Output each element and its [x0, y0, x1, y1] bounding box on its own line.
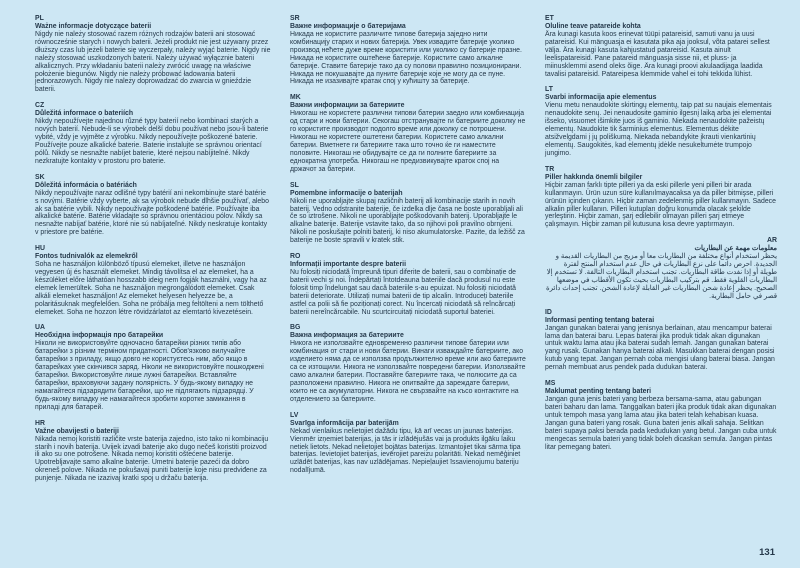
section-body: Ära kunagi kasuta koos erinevat tüüpi patareisid, samuti vanu ja uusi patareisid. Kui mänguasja ei kasutata pika aja jooksul, võta patarei sellest välja. Ära kunagi kasuta kahjustatud patareisid. Kasuta ainult leelispatareisid. Pane patareid mänguasja sisse nii, et pluss- ja miinusklemmi asend oleks õige. Ära kunagi proovi akulaadijaga laadida tavalisi patareisid. Patareipesa klemmide vahel ei tohi tekkida lühist.	[545, 31, 770, 78]
section-cz	[35, 102, 271, 165]
section-bg	[290, 324, 526, 403]
language-code: HR	[35, 419, 45, 427]
language-code: UA	[35, 324, 45, 332]
section-body: Nu folosiți niciodată împreună tipuri diferite de baterii, sau o combinație de baterii vechi și noi. Îndepărtați întotdeauna bateriile dacă produsul nu este folosit timp îndelungat sau dacă bateriile s-au epuizat. Nu folosiți niciodată baterii deteriorate. Utilizați numai baterii de tip alcalin. Introduceți bateriile astfel ca polii să fie poziționați corect. Nu încercați niciodată să reîncărcați baterii nereîncărcabile. Nu scurtcircuitați niciodată suportul bateriei.	[290, 269, 516, 316]
language-code: MK	[290, 94, 301, 102]
section-body: Nikada nemoj koristiti različite vrste baterija zajedno, isto tako ni kombinaciju starih i novih baterija. Uvijek izvadi baterije ako dugo nečeš koristiti proizvod ili ako su one potrošene. Nikada nemoj koristiti oštećene baterije. Upotrebljavajte samo alkalne baterije. Umetni baterije pazeći da dobro okreneš polove. Nikada ne pokušavaj puniti baterije koje nisu predviđene za punjenje. Nikada ne izazivaj kratki spoj u držaču baterija.	[35, 435, 269, 483]
section-title: Informasi penting tentang baterai	[545, 316, 655, 324]
section-title: Važne obavijesti o bateriji	[35, 427, 119, 435]
section-tr	[545, 166, 777, 229]
section-ms	[545, 380, 777, 451]
section-title: Dôležitá informácia o batériách	[35, 181, 137, 189]
section-title: Informații importante despre baterii	[290, 261, 407, 269]
language-code: PL	[35, 15, 44, 22]
section-body: Ніколи не використовуйте одночасно батарейки різних типів або батарейки з різним терміном придатності. Обов'язково вилучайте батарейки з приладу, якщо довго не користуєтесь ним, або якщо в батарейках уже скінчився заряд. Ніколи не використовуйте пошкоджені батарейки. Використовуйте лише лужні батарейки. Вставляйте батарейки, враховуючи задану полярність. У будь-якому випадку не намагайтеся підзарядити батарейки, що не підлягають підзарядці. У будь-якому випадку не намагайтеся зробити коротке замикання в приладі для батарей.	[35, 340, 264, 411]
language-code: HU	[35, 245, 45, 253]
section-hr	[35, 420, 271, 483]
language-code: RO	[290, 253, 301, 261]
column-middle	[290, 15, 526, 483]
section-title: Svarīga informācija par baterijām	[290, 419, 399, 427]
language-code: BG	[290, 324, 301, 332]
section-title: Pomembne informacije o baterijah	[290, 189, 403, 197]
section-body: Nikdy nepoužívejte najednou různé typy baterií nebo kombinaci starých a nových baterií. Nebude-li se výrobek delší dobu používat nebo jsou-li baterie vybité, vždy je vyjměte z výrobku. Nikdy nepoužívejte poškozené baterie. Používejte pouze alkalické baterie. Baterie instalujte se správnou orientací pólů. Nikdy se nesnažte nabíjet baterie, které nejsou nabíjitelné. Nikdy nezkratujte kontakty v prostoru pro baterie.	[35, 118, 269, 165]
section-ar	[545, 237, 777, 300]
language-code: AR	[767, 237, 777, 245]
section-title: Fontos tudnivalók az elemekről	[35, 253, 138, 261]
language-code: SK	[35, 173, 45, 181]
section-body: Nigdy nie należy stosować razem różnych rodzajów baterii ani stosować równocześnie starych i nowych baterii. Jeżeli produkt nie jest używany przez dłuższy czas lub jeżeli baterie się wyczerpały, należy wyjąć baterie. Nigdy nie należy stosować uszkodzonych baterii. Należy używać wyłącznie baterii alkalicznych. Przy wkładaniu baterii należy zwrócić uwagę na właściwe położenie biegunów. Nigdy nie należy próbować ładowania baterii jednorazowych. Nigdy nie należy doprowadzać do zwarcia w gnieździe baterii.	[35, 31, 271, 94]
language-code: LT	[545, 86, 553, 94]
section-id	[545, 309, 777, 372]
section-sl	[290, 182, 526, 245]
language-code: MS	[545, 380, 556, 388]
section-lv	[290, 412, 526, 475]
section-body: Nikdy nepoužívajte naraz odlišné typy batérií ani nekombinujte staré batérie s novými. Batérie vždy vyberte, ak sa výrobok nebude dlhšie používať, alebo ak sa batérie vybili. Nikdy nepoužívajte poškodené batérie. Používajte iba alkalické batérie. Batérie vkladajte so správnou orientáciou pólov. Nikdy sa nesnažte nabíjať batérie, ktoré nie sú nabíjateľné. Nikdy neskratuje kontakty v priestore pre batérie.	[35, 189, 269, 237]
language-code: TR	[545, 165, 555, 173]
section-body: Hiçbir zaman farklı tipte pilleri ya da eski pillerle yeni pilleri bir arada kullanmayın. Ürün uzun süre kullanılmayacaksa ya da piller bitmişse, pilleri ürünün içinden çıkarın. Hiçbir zaman zedelenmiş piller kullanmayın. Sadece alkalin piller kullanın. Pilleri kutupları doğru konumda olacak şekilde yerleştirin. Hiçbir zaman, şarj edilebilir olmayan pilleri şarj etmeye çalışmayın. Hiçbir zaman pil kutusuna kısa devre yaptırmayın.	[545, 181, 776, 229]
language-code: CZ	[35, 102, 45, 110]
column-left	[35, 15, 271, 491]
section-lt	[545, 86, 777, 157]
section-hu	[35, 245, 271, 316]
section-sk	[35, 174, 271, 237]
section-title: Важне информације о батеријама	[290, 23, 406, 30]
section-title: Oluline teave patareide kohta	[545, 23, 641, 30]
section-body: Jangan gunakan baterai yang jenisnya berlainan, atau mencampur baterai lama dan baterai baru. Lepas baterai jika produk tidak akan digunakan untuk waktu lama atau jika baterai sudah lemah. Jangan gunakan baterai yang rusak. Gunakan hanya baterai alkali. Masukkan baterai dengan posisi kutub yang tepat. Jangan pernah coba mengisi ulang baterai biasa. Jangan pernah membuat arus pendek pada dudukan baterai.	[545, 324, 775, 372]
section-title: Důležitá informace o bateriích	[35, 110, 134, 118]
section-body: Nikoli ne uporabljajte skupaj različnih baterij ali kombinacije starih in novih baterij. Vedno odstranite baterije, če izdelka dlje časa ne boste uporabljali ali če so iztrošene. Nikoli ne uporabljajte poškodovanih baterij. Uporabljajte le alkalne baterije. Baterije vstavite tako, da so njihovi poli pravilno obrnjeni. Nikoli ne poskušajte polniti baterij, ki niso akumulatorske. Pazite, da ležišč za baterije ne boste spravili v kratek stik.	[290, 197, 525, 245]
language-code: ET	[545, 15, 554, 22]
section-title: معلومات مهمة عن البطاريات	[694, 245, 777, 253]
language-code: ID	[545, 308, 552, 316]
section-pl	[35, 15, 271, 94]
language-code: SR	[290, 15, 300, 22]
section-title: Piller hakkında önemli bilgiler	[545, 173, 643, 181]
section-ro	[290, 253, 526, 316]
section-title: Ważne informacje dotyczące baterii	[35, 23, 152, 30]
column-right	[545, 15, 777, 459]
section-body: Никога не използвайте едновременно различни типове батерии или комбинация от стари и нови батерии. Винаги изваждайте батериите, ако изделието няма да се използва продължително време или ако батериите са се изтощили. Никога не използвайте повредени батерии. Използвайте само алкални батерии. Поставяйте батериите така, че полюсите да са разположени правилно. Никога не опитвайте да зареждате батерии, които не са акумулаторни. Никога не свързвайте на късо контактите на отделението за батериите.	[290, 340, 526, 403]
section-ua	[35, 324, 271, 411]
section-title: Необхідна інформація про батарейки	[35, 332, 164, 340]
section-title: Svarbi informacija apie elementus	[545, 94, 657, 102]
section-body: يحظر استخدام أنواع مختلفة من البطاريات معا أو مزيج من البطاريات القديمة و الجديدة. احرص دائما على نزع البطاريات في حال عدم استخدام المنتج لفترة طويلة أو إذا نفدت طاقة البطاريات. تجنب استخدام البطاريات التالفة. لا تستخدم إلا البطاريات القلوية فقط. قم بتركيب البطاريات بحيث تكون الأقطاب في موضعها الصحيح. يحظر إعادة شحن البطاريات غير القابلة لإعادة الشحن. تجنب إحداث دائرة قصر في حامل البطارية.	[546, 253, 777, 300]
page-number: 131	[759, 547, 775, 558]
section-et	[545, 15, 777, 78]
section-body: Soha ne használjon különböző típusú elemeket, illetve ne használjon vegyesen új és használt elemeket. Mindig távolítsa el az elemeket, ha a készüléket előre láthatóan hosszabb ideig nem fogják használni, vagy ha az elemek lemerültek. Soha ne használjon megrongálódott elemeket. Csak alkáli elemeket használjon! Az elemeket helyesen helyezze be, a polaritásuknak megfelelően. Soha ne próbálja meg feltölteni a nem tölthető elemeket. Soha ne hozzon létre rövidzárlatot az elemtartó kivezetésein.	[35, 261, 267, 316]
language-code: LV	[290, 411, 299, 419]
section-title: Важна информация за батериите	[290, 332, 404, 340]
section-body: Никада не користите различите типове батерија заједно нити комбинацију старих и нових батерија. Увек извадите батерије уколико производ нећете дуже време користити или уколико су батерије празне. Никада не користите оштећене батерије. Користите само алкалне батерије. Ставите батерије тако да су полови правилно позиционирани. Никада не покушавајте да пуните батерије које не могу да се пуне. Никада не изазивајте кратак спој у кућишту за батерије.	[290, 31, 522, 86]
section-body: Nekad vienlaikus nelietojiet dažādu tipu, kā arī vecas un jaunas baterijas. Vienmēr izņemiet baterijas, ja tās ir izlādējušās vai ja produkts ilgāku laiku netiek lietots. Nekad nelietojiet bojātas baterijas. Izmantojiet tikai sārma tipa baterijas. Ievietojiet baterijas, ievērojiet pareizu polaritāti. Nekad nemēģiniet uzlādēt baterijas, kas nav uzlādējamas. Nepieļaujiet īssavienojumu bateriju nodalījumā.	[290, 427, 521, 475]
section-body: Vienu metu nenaudokite skirtingų elementų, taip pat su naujais elementais nenaudokite senų. Jei nenaudosite gaminio ilgesnį laiką arba jei elementai išseko, visuomet išimkite juos iš gaminio. Niekada nenaudokite pažeistų elementų. Naudokite tik šarminius elementus. Elementus dėkite atsižvelgdami į jų poliškumą. Niekada nebandykite įkrauti vienkartinių elementų. Saugokitės, kad elementų įdėkle nesukeltumėte trumpojo jungimo.	[545, 102, 772, 157]
language-code: SL	[290, 181, 299, 189]
section-body: Jangan guna jenis bateri yang berbeza bersama-sama, atau gabungan bateri baharu dan lama. Tanggalkan bateri jika produk tidak akan digunakan untuk tempoh masa yang lama atau jika bateri telah kehabisan kuasa. Jangan guna bateri yang rosak. Guna bateri jenis alkali sahaja. Selitkan bateri supaya paksi berada pada kedudukan yang betul. Jangan cuba untuk mengecas semula bateri yang tidak boleh dicaskan semula. Jangan pintas litar pemegang bateri.	[545, 396, 777, 451]
section-sr	[290, 15, 526, 86]
section-title: Maklumat penting tentang bateri	[545, 388, 652, 396]
section-mk	[290, 94, 526, 173]
section-title: Важни информации за батериите	[290, 102, 405, 110]
section-body: Никогаш не користете различни типови батерии заедно или комбинација од стари и нови батерии. Секогаш отстранувајте ги батериите доколку не го користите производот подолго време или доколку се потрошени. Никогаш не користете оштетени батерии. Користете само алкални батерии. Вметнете ги батериите така што точно ќе ги наместите половите. Никогаш не обидувајте се да ги полните батериите за еднократна употреба. Никогаш не предизвикувајте краток спој на држачот за батерии.	[290, 110, 526, 173]
